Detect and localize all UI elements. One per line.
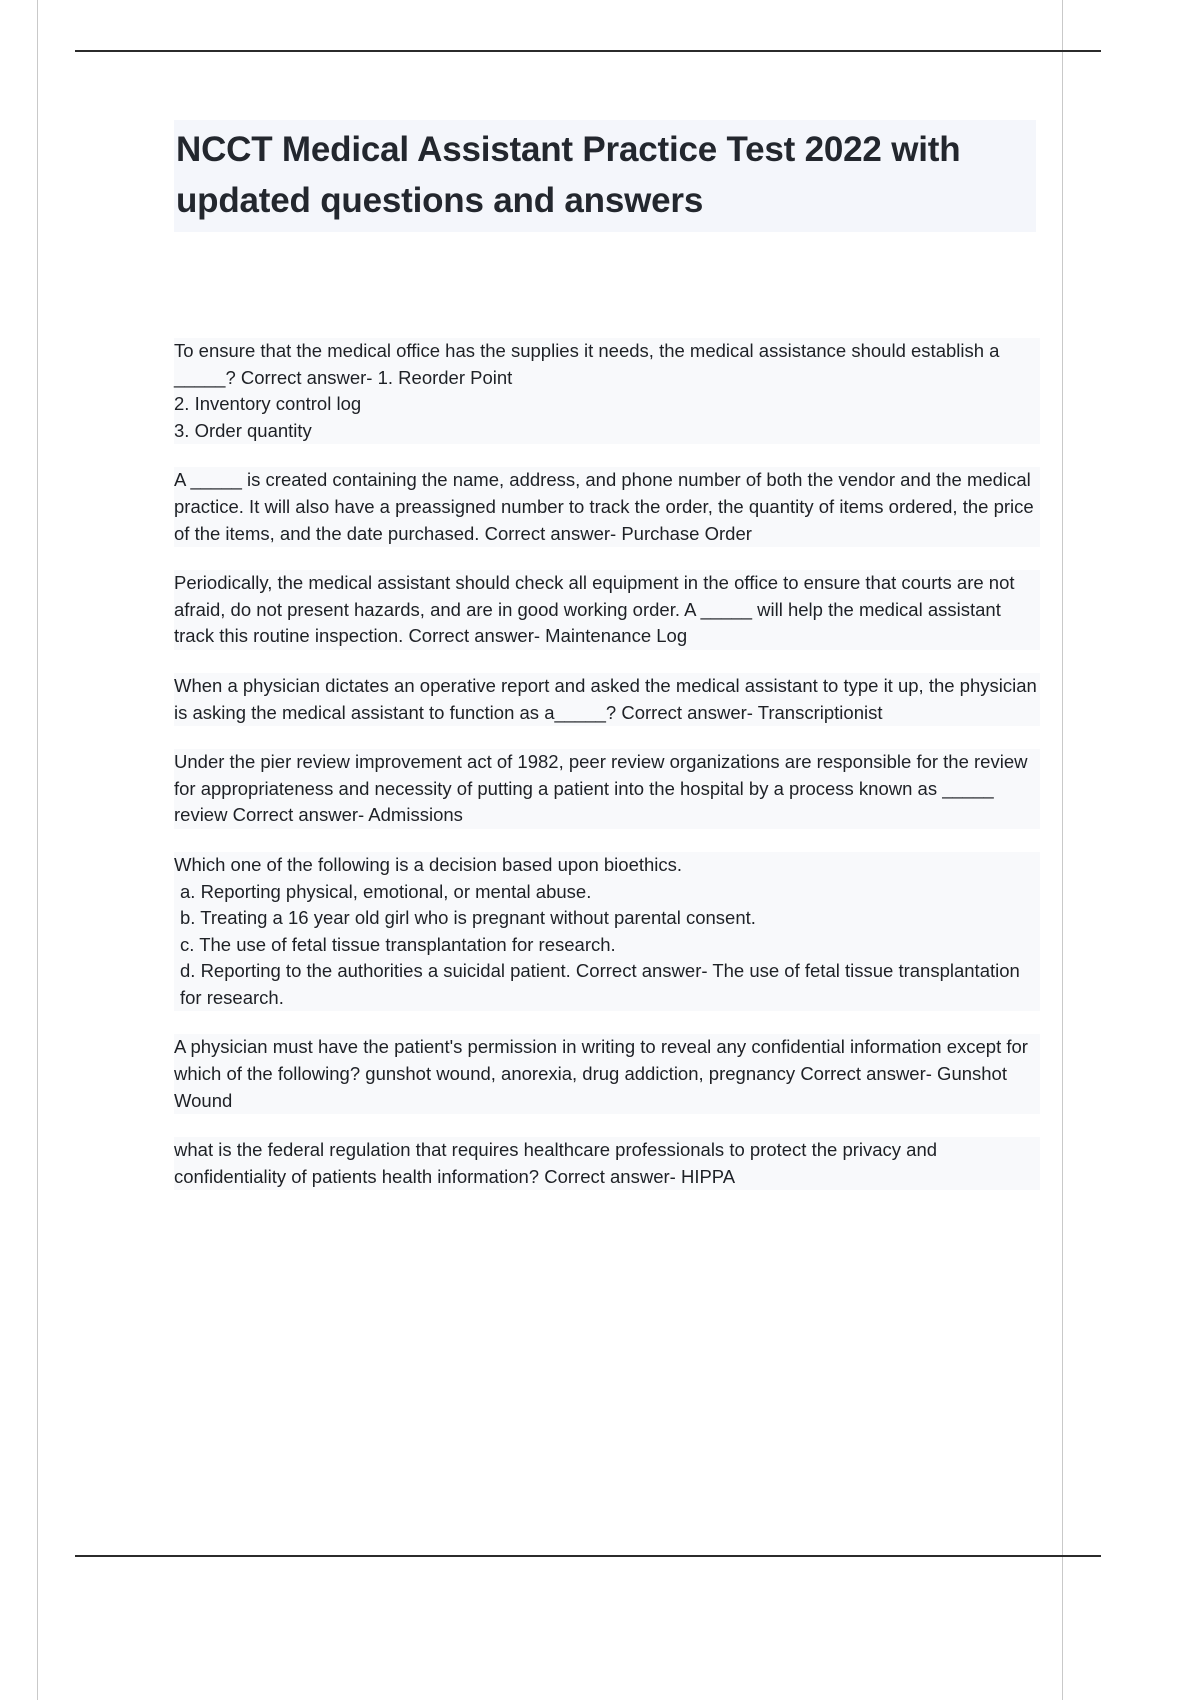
qa-choice: d. Reporting to the authorities a suicidal patient. Correct answer- The use of fetal tissue transplantation for research.	[180, 960, 1020, 1008]
qa-block	[174, 338, 1040, 444]
qa-block	[174, 749, 1040, 829]
question-answer-list	[174, 338, 1044, 1190]
qa-choice: b. Treating a 16 year old girl who is pregnant without parental consent.	[180, 907, 756, 929]
qa-block	[174, 852, 1040, 1012]
qa-line: Periodically, the medical assistant should check all equipment in the office to ensure that courts are not afraid, do not present hazards, and are in good working order. A _____ will help the medical assistant track this routine inspection. Correct answer- Maintenance Log	[174, 572, 1015, 647]
qa-block	[174, 1034, 1040, 1114]
page-bottom-rule	[75, 1555, 1101, 1557]
qa-line: what is the federal regulation that requires healthcare professionals to protect the privacy and confidentiality of patients health information? Correct answer- HIPPA	[174, 1139, 938, 1187]
qa-line: When a physician dictates an operative report and asked the medical assistant to type it up, the physician is asking the medical assistant to function as a_____? Correct answer- Transcriptionist	[174, 674, 1037, 723]
document-page	[37, 0, 1063, 1700]
qa-block	[174, 570, 1040, 650]
page-title: NCCT Medical Assistant Practice Test 2022 with updated questions and answers	[174, 120, 1036, 232]
qa-line: Which one of the following is a decision based upon bioethics.	[174, 853, 683, 875]
qa-block	[174, 467, 1040, 547]
qa-line: A _____ is created containing the name, address, and phone number of both the vendor and the medical practice. It will also have a preassigned number to track the order, the quantity of items ordered, the price of the items, and the date purchased. Correct answer- Purchase Order	[174, 469, 1034, 544]
qa-block	[174, 673, 1040, 726]
document-content	[174, 120, 1044, 1213]
qa-choice: c. The use of fetal tissue transplantation for research.	[180, 933, 616, 955]
qa-line: 3. Order quantity	[174, 419, 312, 441]
qa-line: To ensure that the medical office has the supplies it needs, the medical assistance should establish a _____? Correct answer- 1. Reorder Point	[174, 340, 1000, 388]
qa-choice: a. Reporting physical, emotional, or mental abuse.	[180, 880, 592, 902]
qa-line: 2. Inventory control log	[174, 393, 362, 415]
qa-line: Under the pier review improvement act of 1982, peer review organizations are responsible for the review for appropriateness and necessity of putting a patient into the hospital by a process known as _____ review Correct answer- Admissions	[174, 751, 1028, 826]
qa-line: A physician must have the patient's permission in writing to reveal any confidential information except for which of the following? gunshot wound, anorexia, drug addiction, pregnancy Correct answer- Gunshot Wound	[174, 1036, 1028, 1111]
qa-block	[174, 1137, 1040, 1190]
page-top-rule	[75, 50, 1101, 52]
